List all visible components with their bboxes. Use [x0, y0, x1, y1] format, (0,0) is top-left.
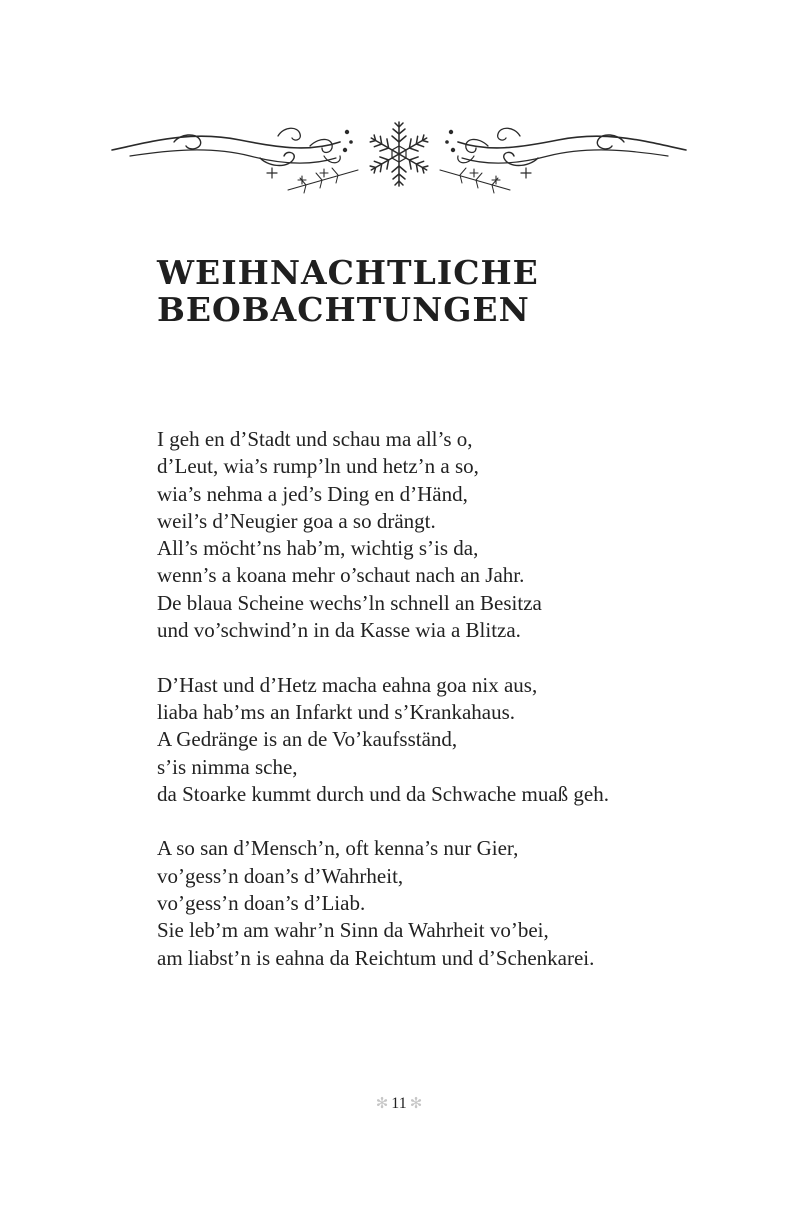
title-line-2: BEOBACHTUNGEN [157, 290, 530, 329]
stanza-1 [157, 426, 717, 644]
page-title [157, 254, 539, 328]
poem-line: A so san d’Mensch’n, oft kenna’s nur Gier, [157, 836, 519, 861]
poem-line: s’is nimma sche, [157, 754, 298, 779]
poem-line: I geh en d’Stadt und schau ma all’s o, [157, 427, 473, 451]
poem-line: wia’s nehma a jed’s Ding en d’Händ, [157, 481, 468, 506]
poem-line: De blaua Scheine wechs’ln schnell an Besitza [157, 590, 542, 615]
poem-line: und vo’schwind’n in da Kasse wia a Blitza. [157, 618, 521, 643]
poem-line: vo’gess’n doan’s d’Liab. [157, 891, 366, 916]
poem-line: da Stoarke kummt durch und da Schwache muaß geh. [157, 781, 609, 806]
poem-line: vo’gess’n doan’s d’Wahrheit, [157, 863, 404, 888]
stanza-2 [157, 672, 717, 808]
poem-line: A Gedränge is an de Vo’kaufsständ, [157, 727, 458, 752]
title-line-1: WEIHNACHTLICHE [157, 253, 539, 292]
stanza-3 [157, 835, 717, 971]
snowflake-icon: ✻ [375, 1096, 389, 1112]
poem-line: liaba hab’ms an Infarkt und s’Krankahaus. [157, 699, 516, 724]
poem-line: Sie leb’m am wahr’n Sinn da Wahrheit vo’bei, [157, 918, 549, 943]
poem-line: All’s möcht’ns hab’m, wichtig s’is da, [157, 536, 479, 561]
poem-line: weil’s d’Neugier goa a so drängt. [157, 508, 436, 533]
snowflake-flourish-icon [110, 112, 688, 200]
poem-line: am liabst’n is eahna da Reichtum und d’Schenkarei. [157, 945, 595, 970]
poem [157, 426, 717, 999]
poem-line: wenn’s a koana mehr o’schaut nach an Jahr. [157, 563, 525, 588]
snowflake-icon: ✻ [409, 1096, 423, 1112]
poem-line: d’Leut, wia’s rump’ln und hetz’n a so, [157, 454, 479, 479]
poem-line: D’Hast und d’Hetz macha eahna goa nix aus, [157, 672, 538, 697]
page-number [0, 1094, 798, 1113]
page-number-text: 11 [391, 1095, 407, 1112]
